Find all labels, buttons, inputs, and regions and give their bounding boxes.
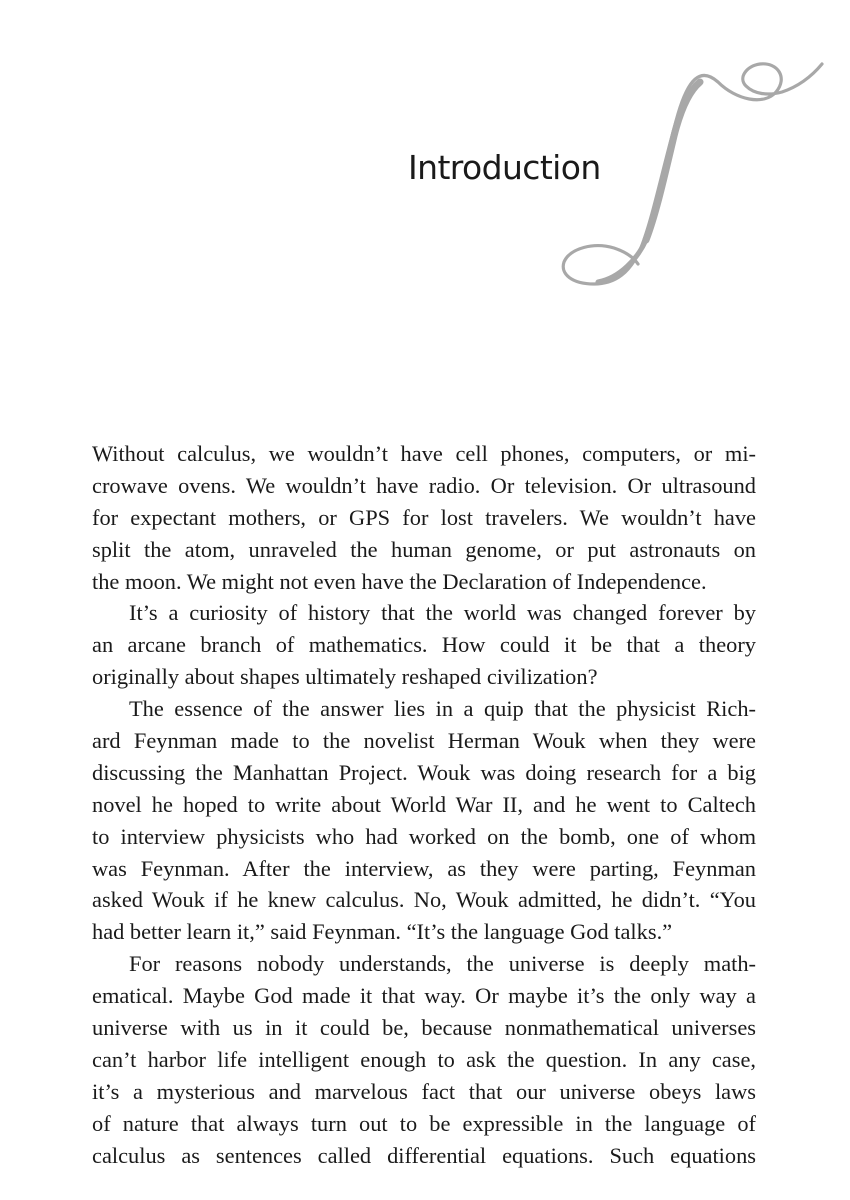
text-line: was Feynman. After the interview, as they were parting, Feynman [92,855,756,881]
text-line: split the atom, unraveled the human genome, or put astronauts on [92,536,756,562]
text-line: of nature that always turn out to be expressible in the language of [92,1110,756,1136]
text-line: Without calculus, we wouldn’t have cell phones, computers, or mi- [92,441,756,466]
text-line: The essence of the answer lies in a quip that the physicist Rich- [129,696,756,722]
integral-stroke [563,64,822,284]
text-line: It’s a curiosity of history that the world was changed forever by [129,600,756,626]
paragraph [92,693,756,948]
text-line: crowave ovens. We wouldn’t have radio. Or television. Or ultrasound [92,472,756,498]
text-line: an arcane branch of mathematics. How could it be that a theory [92,632,756,658]
text-line: the moon. We might not even have the Declaration of Independence. [92,568,707,594]
text-line: novel he hoped to write about World War II, and he went to Caltech [92,791,756,817]
text-line: discussing the Manhattan Project. Wouk was doing research for a big [92,759,756,785]
text-line: universe with us in it could be, because nonmathematical universes [92,1015,756,1041]
text-line: asked Wouk if he knew calculus. No, Wouk admitted, he didn’t. “You [92,887,756,913]
paragraph [92,438,756,597]
paragraph [92,948,756,1171]
text-line: ard Feynman made to the novelist Herman Wouk when they were [92,728,756,754]
paragraph [92,597,756,693]
text-line: can’t harbor life intelligent enough to ask the question. In any case, [92,1046,756,1072]
text-line: originally about shapes ultimately reshaped civilization? [92,664,598,690]
chapter-title: Introduction [408,148,601,187]
text-line: for expectant mothers, or GPS for lost travelers. We wouldn’t have [92,504,756,530]
text-line: had better learn it,” said Feynman. “It’s the language God talks.” [92,919,673,945]
text-line: it’s a mysterious and marvelous fact that our universe obeys laws [92,1078,756,1104]
text-line: calculus as sentences called differential equations. Such equations [92,1142,756,1168]
text-line: ematical. Maybe God made it that way. Or maybe it’s the only way a [92,983,756,1009]
integral-thick-stroke [646,82,700,240]
text-line: to interview physicists who had worked on the bomb, one of whom [92,823,756,849]
body-text [92,438,756,1171]
text-line: For reasons nobody understands, the universe is deeply math- [129,951,756,977]
